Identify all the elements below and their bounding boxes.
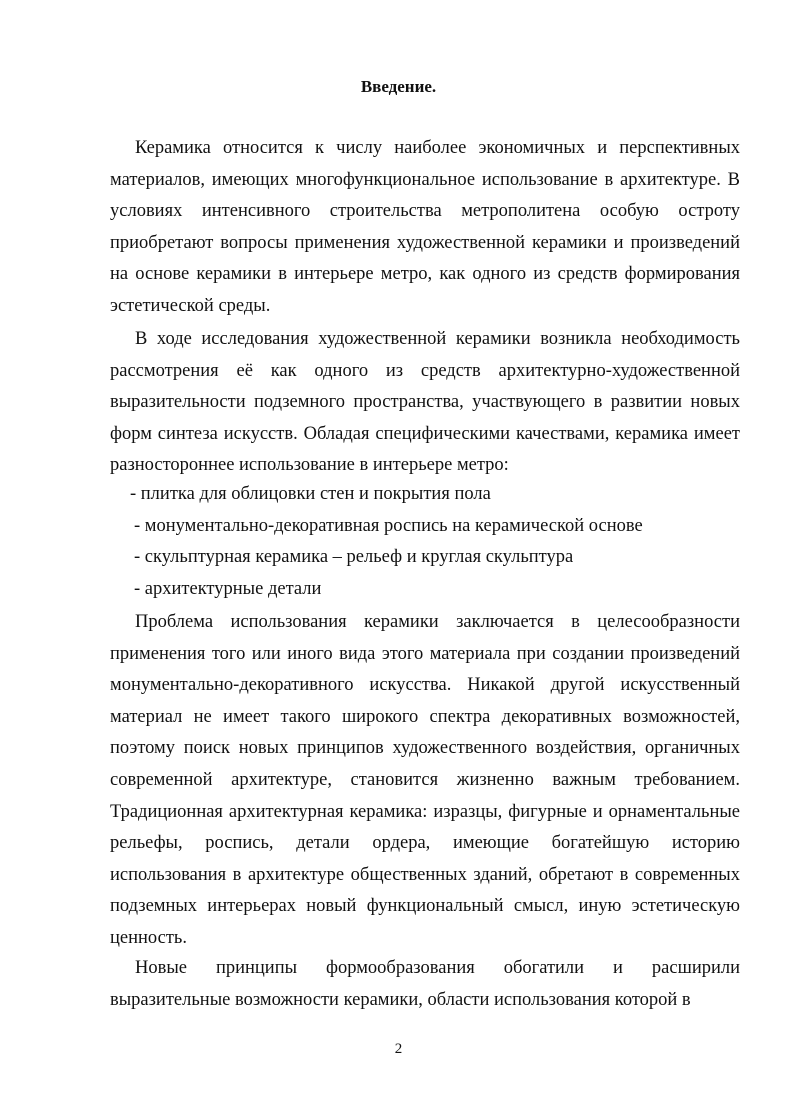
- paragraph-3: Проблема использования керамики заключается в целесообразности применения того или иного вида этого материала при создании произведений монументально-декоративного искусства. Никакой другой искусственный материал не имеет такого широкого спектра декоративных возможностей, поэтому поиск новых принципов художественного воздействия, органичных современной архитектуре, становится жизненно важным требованием. Традиционная архитектурная керамика: изразцы, фигурные и орнаментальные рельефы, роспись, детали ордера, имеющие богатейшую историю использования в архитектуре общественных зданий, обретают в современных подземных интерьерах новый функциональный смысл, иную эстетическую ценность.: [110, 612, 740, 948]
- paragraph-4: Новые принципы формообразования обогатили и расширили выразительные возможности керамики, области использования которой в: [110, 958, 740, 1010]
- paragraph-2: В ходе исследования художественной керамики возникла необходимость рассмотрения её как одного из средств архитектурно-художественной выразительности подземного пространства, участвующего в развитии новых форм синтеза искусств. Обладая специфическими качествами, керамика имеет разностороннее использование в интерьере метро:: [110, 329, 740, 476]
- paragraph-1: Керамика относится к числу наиболее экономичных и перспективных материалов, имеющих многофункциональное использование в архитектуре. В условиях интенсивного строительства метрополитена особую остроту приобретают вопросы применения художественной керамики и произведений на основе керамики в интерьере метро, как одного из средств формирования эстетической среды.: [110, 138, 740, 316]
- page-number: 2: [394, 1041, 403, 1057]
- usage-list: [130, 479, 750, 605]
- list-item: - плитка для облицовки стен и покрытия пола: [130, 484, 491, 504]
- list-item: - архитектурные детали: [134, 578, 322, 599]
- list-item: - скульптурная керамика – рельеф и круглая скульптура: [134, 547, 574, 568]
- page-title: Введение.: [360, 77, 437, 96]
- list-item: - монументально-декоративная роспись на керамической основе: [134, 515, 643, 536]
